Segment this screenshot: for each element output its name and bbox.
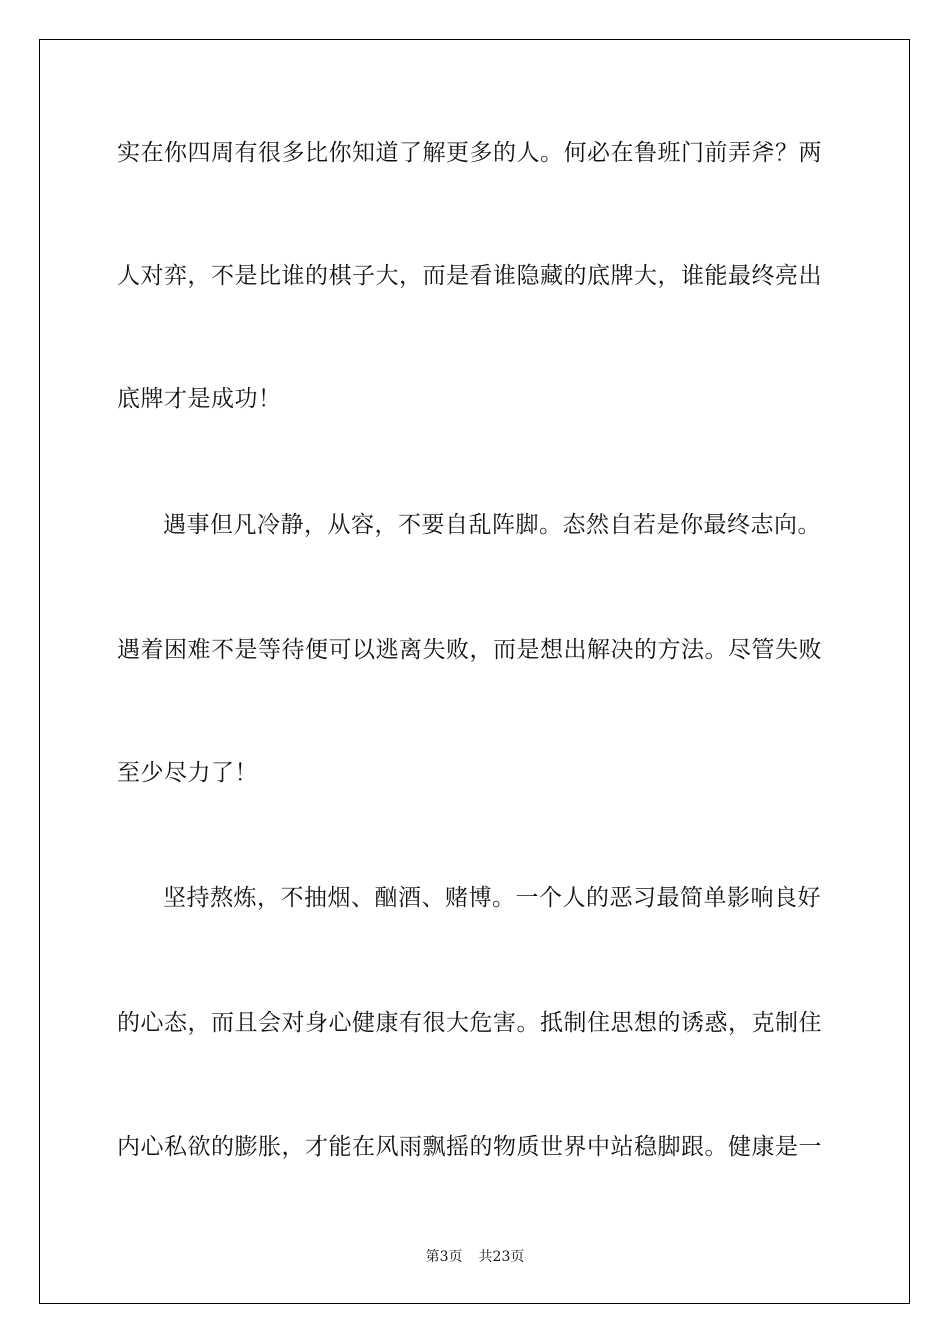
text-line: 实在你四周有很多比你知道了解更多的人。何必在鲁班门前弄斧？两 xyxy=(117,140,822,166)
page-footer xyxy=(0,1246,950,1266)
paragraph-first-line: 遇事但凡冷静，从容，不要自乱阵脚。态然自若是你最终志向。 xyxy=(163,512,821,538)
page-border xyxy=(39,39,910,1304)
text-line: 的心态，而且会对身心健康有很大危害。抵制住思想的诱惑，克制住 xyxy=(117,1010,822,1036)
text-line: 遇着困难不是等待便可以逃离失败，而是想出解决的方法。尽管失败 xyxy=(117,637,822,663)
page-number: 第3页 xyxy=(425,1249,463,1265)
text-line: 内心私欲的膨胀，才能在风雨飘摇的物质世界中站稳脚跟。健康是一 xyxy=(117,1134,822,1160)
text-line: 至少尽力了！ xyxy=(117,760,258,786)
text-line: 人对弈，不是比谁的棋子大，而是看谁隐藏的底牌大，谁能最终亮出 xyxy=(117,263,822,289)
page-total: 共23页 xyxy=(478,1249,525,1265)
paragraph-first-line: 坚持熬炼，不抽烟、酗酒、赌博。一个人的恶习最简单影响良好 xyxy=(163,885,821,911)
text-line: 底牌才是成功！ xyxy=(117,386,282,412)
